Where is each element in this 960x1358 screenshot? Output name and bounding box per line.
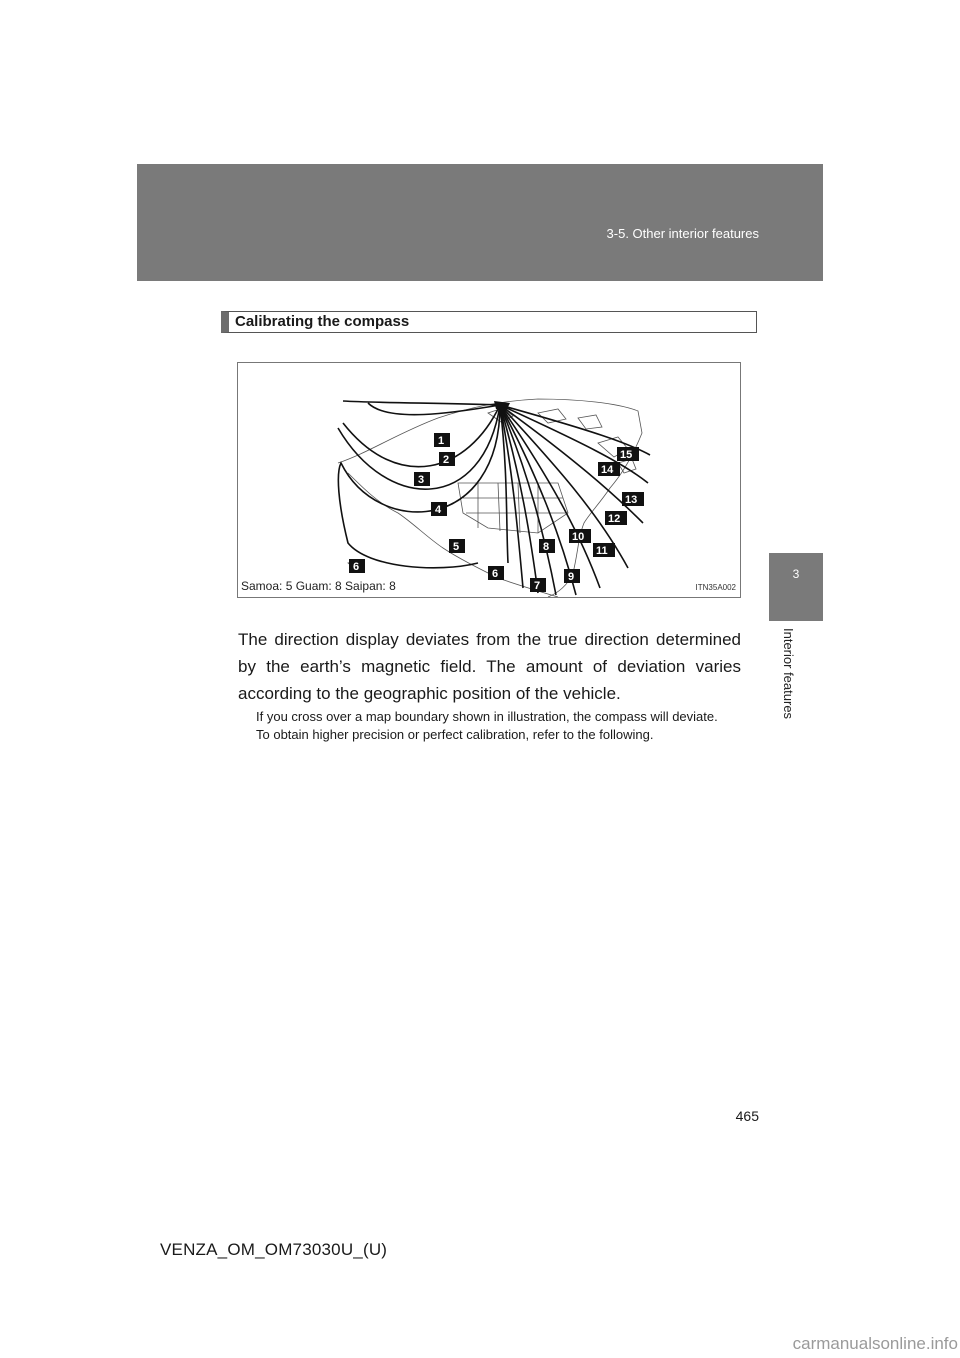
chapter-label: Interior features [781, 628, 796, 720]
zone-label [569, 529, 591, 543]
svg-text:14: 14 [601, 464, 614, 476]
figure-id: ITN35A002 [695, 583, 736, 592]
svg-text:7: 7 [534, 580, 541, 592]
magnetic-pole-mark [494, 401, 510, 411]
svg-text:11: 11 [596, 545, 608, 557]
zone-label [414, 472, 430, 486]
zone-label [564, 569, 580, 583]
zone-label [431, 502, 447, 516]
zone-label [349, 559, 365, 573]
svg-text:4: 4 [435, 504, 442, 516]
svg-text:9: 9 [568, 571, 575, 583]
svg-text:10: 10 [572, 531, 585, 543]
svg-text:13: 13 [625, 494, 638, 506]
section-breadcrumb: 3-5. Other interior features [606, 226, 759, 241]
header-band [137, 164, 823, 281]
zone-label [598, 462, 620, 476]
body-paragraph: The direction display deviates from the true direction determined by the earth’s magnetic field. The amount of deviation varies according to the geographic position of the vehicle. [238, 630, 741, 703]
svg-text:5: 5 [453, 541, 460, 553]
zone-label [439, 452, 455, 466]
note-paragraph [256, 708, 741, 744]
zone-label [488, 566, 504, 580]
zone-label [449, 539, 465, 553]
section-title: Calibrating the compass [221, 311, 757, 333]
document-code: VENZA_OM_OM73030U_(U) [160, 1240, 388, 1259]
watermark: carmanualsonline.info [792, 1334, 958, 1353]
zone-label [593, 543, 615, 557]
note-line: To obtain higher precision or perfect calibration, refer to the following. [256, 727, 654, 742]
zone-label [530, 578, 546, 592]
svg-text:1: 1 [438, 435, 445, 447]
svg-text:15: 15 [620, 449, 633, 461]
page-number: 465 [735, 1108, 759, 1124]
svg-text:2: 2 [443, 454, 450, 466]
svg-text:6: 6 [492, 568, 499, 580]
svg-text:12: 12 [608, 513, 621, 525]
zone-label [539, 539, 555, 553]
svg-text:6: 6 [353, 561, 360, 573]
zone-map-illustration [238, 363, 741, 598]
svg-text:8: 8 [543, 541, 550, 553]
chapter-number: 3 [792, 567, 800, 581]
zone-label [605, 511, 627, 525]
figure-caption: Samoa: 5 Guam: 8 Saipan: 8 [241, 579, 396, 593]
compass-zone-map [237, 362, 741, 598]
note-line: If you cross over a map boundary shown in illustration, the compass will deviate. [256, 709, 718, 724]
zone-label [622, 492, 644, 506]
zone-label [434, 433, 450, 447]
zone-label [617, 447, 639, 461]
svg-text:3: 3 [418, 474, 425, 486]
chapter-tab [769, 553, 823, 621]
